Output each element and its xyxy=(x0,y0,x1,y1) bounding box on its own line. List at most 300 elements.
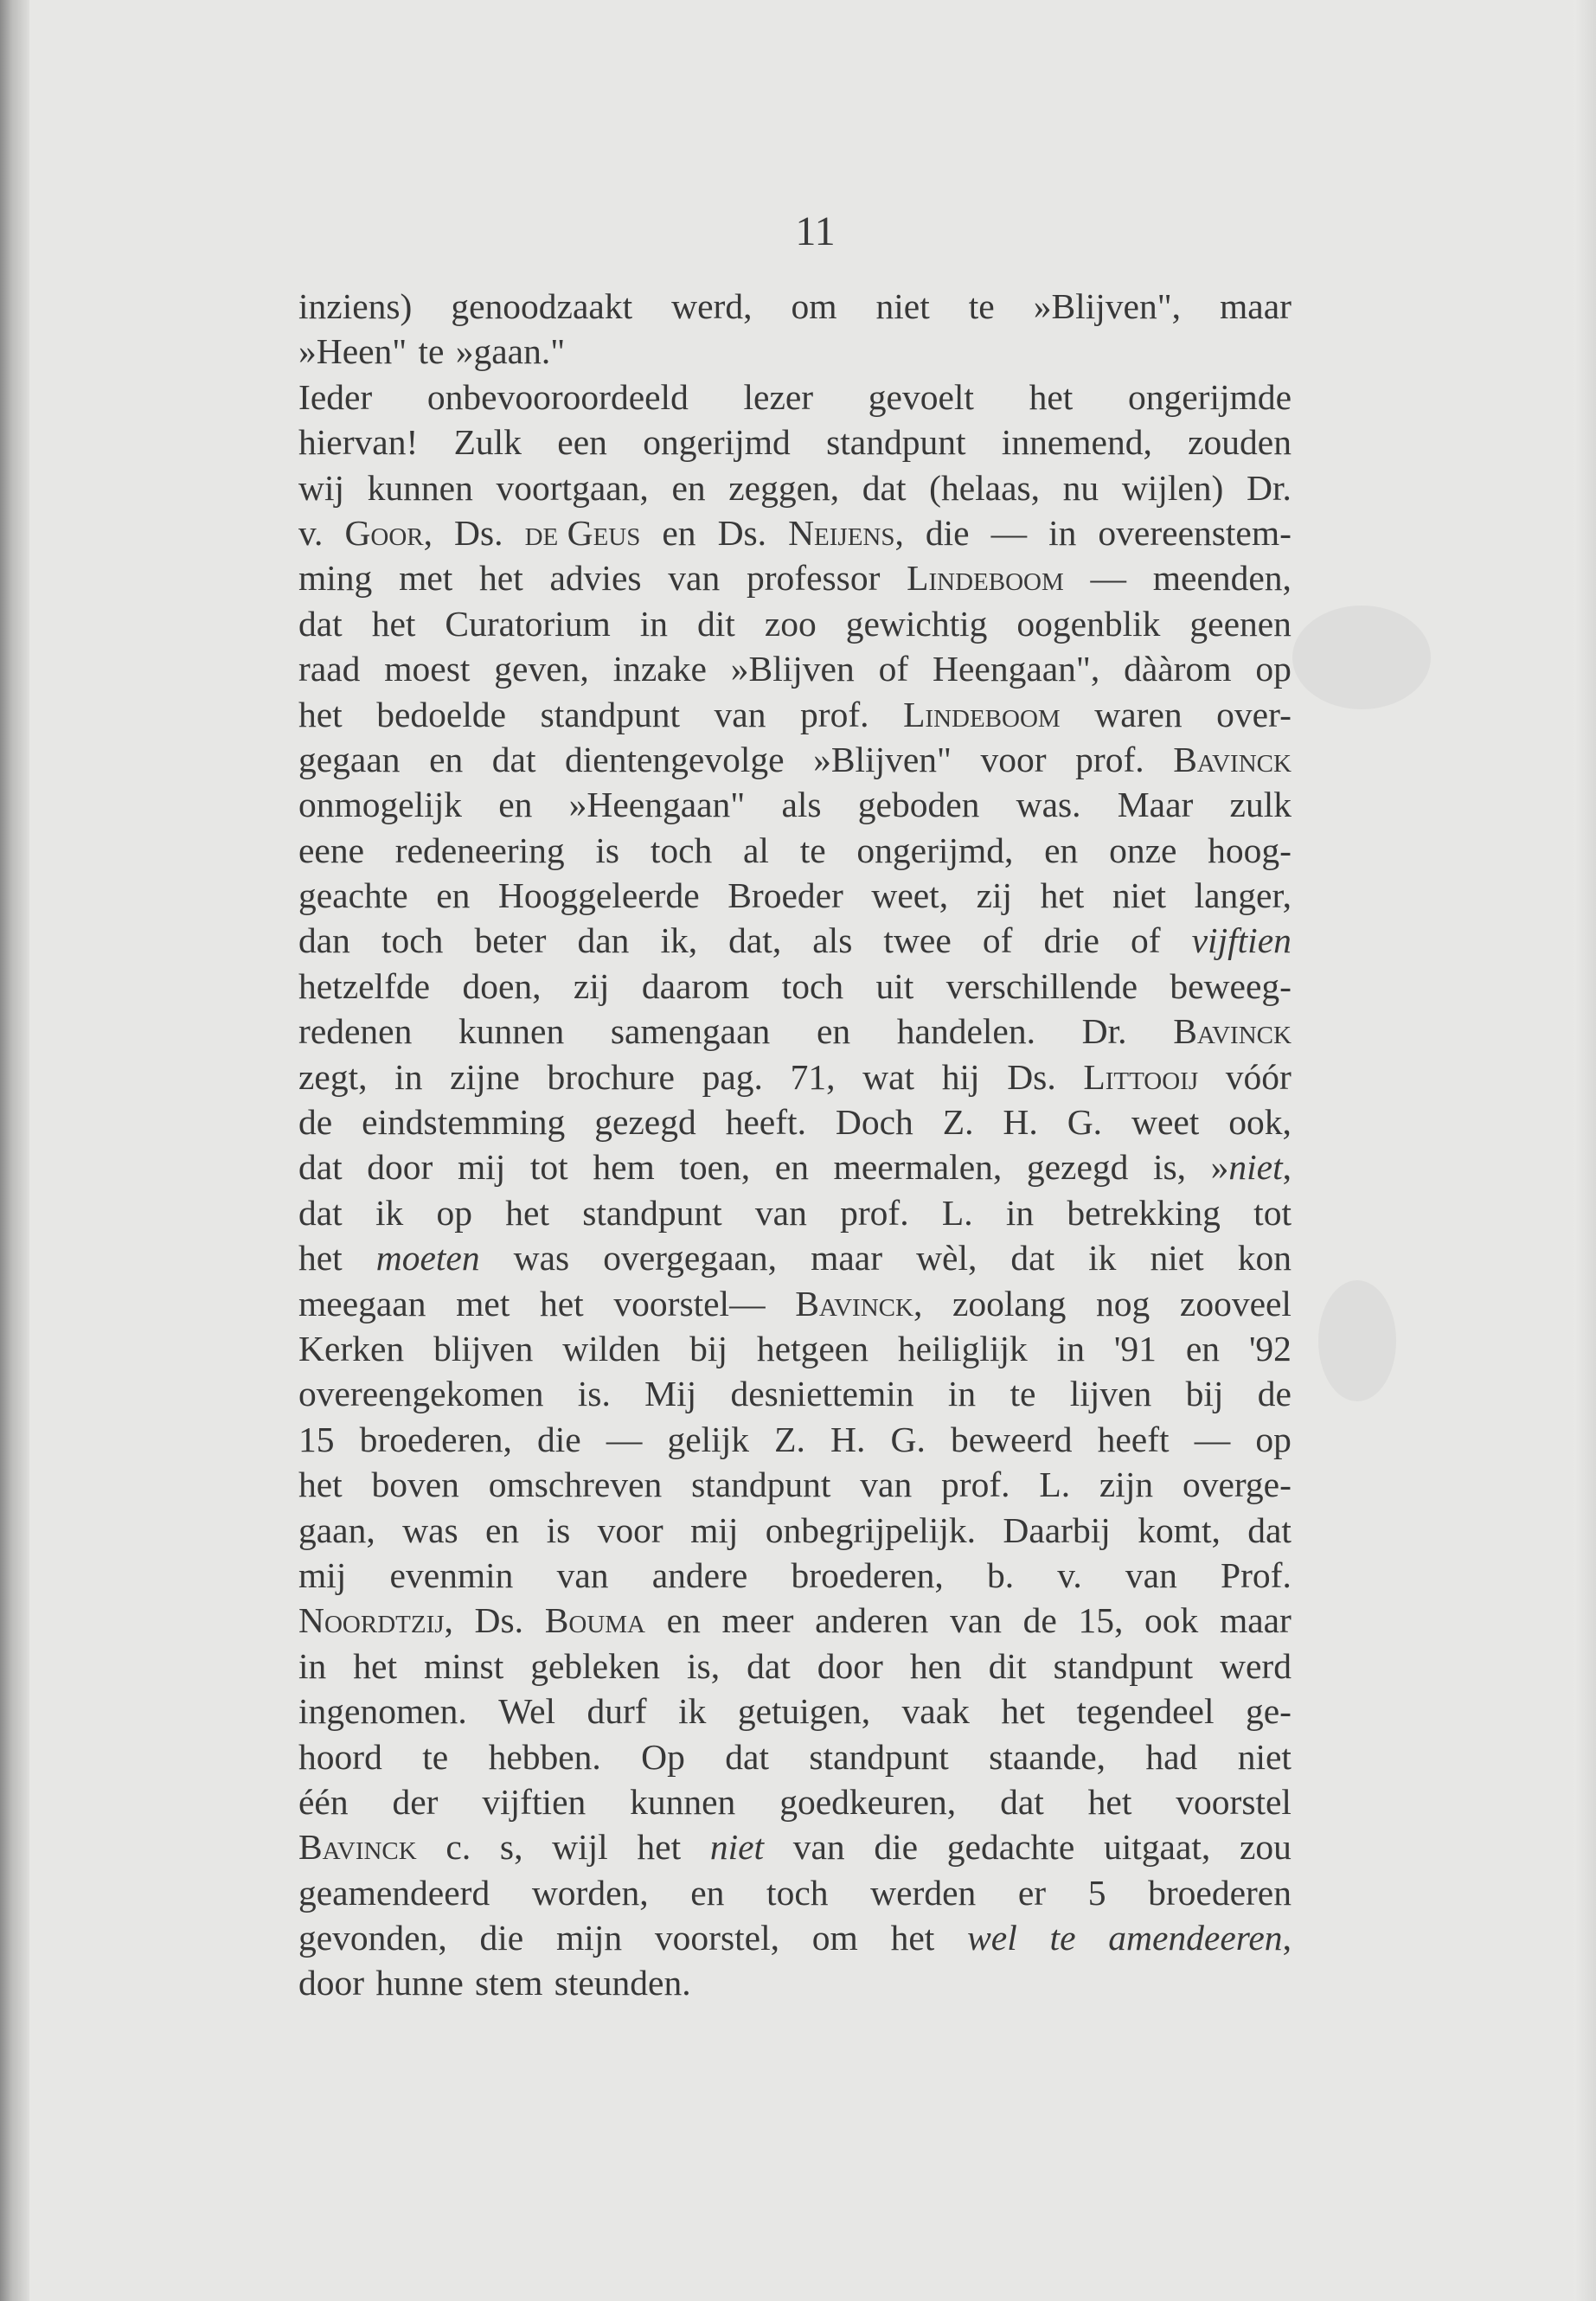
word-text: gaan, xyxy=(298,1509,375,1550)
word xyxy=(462,964,541,1009)
word-text: had xyxy=(1145,1736,1198,1777)
word-text: dit xyxy=(697,603,735,644)
word xyxy=(897,1009,1035,1054)
word xyxy=(1096,1281,1150,1326)
word xyxy=(1075,737,1144,782)
word-text: Heengaan", xyxy=(933,649,1100,689)
word-text: komt, xyxy=(1138,1509,1221,1550)
word xyxy=(1238,1235,1292,1280)
word-text: hem xyxy=(593,1147,655,1188)
word xyxy=(1221,1553,1292,1598)
word-text: hetzelfde xyxy=(298,965,431,1006)
word-text: van xyxy=(792,1827,845,1868)
text-line xyxy=(298,918,1292,963)
word-text: in xyxy=(1056,1328,1085,1368)
word-text: te xyxy=(418,331,445,372)
word-text: en xyxy=(662,512,696,553)
word xyxy=(728,918,781,963)
word xyxy=(381,918,443,963)
word xyxy=(530,1644,660,1689)
word xyxy=(1176,1779,1292,1824)
word xyxy=(652,1553,748,1598)
word-text: Kerken xyxy=(298,1328,405,1368)
word xyxy=(1238,1734,1292,1779)
word-text: geamendeerd xyxy=(298,1872,490,1913)
text-line xyxy=(298,1644,1292,1689)
word-text: toch xyxy=(381,920,444,961)
word xyxy=(743,828,769,873)
word-text: was xyxy=(513,1238,570,1279)
word xyxy=(419,329,445,374)
word-text: c. xyxy=(445,1827,471,1868)
name-small-caps: de Geus xyxy=(524,512,641,553)
word xyxy=(910,1644,962,1689)
word-text: ongerijmd, xyxy=(856,830,1014,870)
word-text: broederen xyxy=(1148,1872,1292,1913)
word xyxy=(298,1144,343,1189)
word xyxy=(1153,555,1292,600)
word xyxy=(1173,1009,1292,1054)
word xyxy=(530,1144,568,1189)
text-line xyxy=(298,1960,1292,2005)
word xyxy=(792,1553,944,1598)
word-text: H. xyxy=(1003,1102,1038,1143)
word-text: Wel xyxy=(498,1691,556,1732)
word-text: dat xyxy=(1010,1238,1055,1279)
word-text: »gaan." xyxy=(455,331,566,372)
word xyxy=(1000,1779,1044,1824)
word-text: zeggen, xyxy=(728,467,840,508)
text-line xyxy=(298,1779,1292,1824)
word xyxy=(1148,1870,1292,1915)
word-text: prof. xyxy=(1075,739,1144,779)
word xyxy=(496,465,648,510)
word xyxy=(891,1915,935,1960)
text-line xyxy=(298,1508,1292,1553)
word xyxy=(298,964,430,1009)
word-text: gelijk xyxy=(667,1419,749,1459)
word-text: mij xyxy=(298,1554,347,1595)
word-text: maar xyxy=(1220,286,1292,326)
word xyxy=(791,1054,836,1099)
word-text: geachte xyxy=(298,875,408,916)
word-text: van xyxy=(668,558,721,599)
word-text: en xyxy=(485,1509,520,1550)
word xyxy=(1007,1054,1056,1099)
word xyxy=(613,1281,765,1326)
word-text: beweerd xyxy=(950,1419,1073,1459)
word-text: uitgaat, xyxy=(1103,1827,1211,1868)
word-text: zijne xyxy=(450,1056,520,1097)
word-text: en xyxy=(671,467,706,508)
word-text: zij xyxy=(976,875,1013,916)
word-text: door xyxy=(367,1147,433,1188)
word-text: het xyxy=(1001,1691,1046,1732)
word xyxy=(942,1190,973,1235)
word xyxy=(1010,1371,1035,1416)
word xyxy=(1189,601,1292,646)
word xyxy=(744,375,814,420)
word xyxy=(727,873,843,918)
word-text: ge- xyxy=(1245,1691,1292,1732)
word-text: prof. xyxy=(800,694,869,734)
word xyxy=(454,420,522,465)
word-text: beter xyxy=(474,920,547,961)
word xyxy=(1170,964,1292,1009)
word xyxy=(372,601,416,646)
word-text: prof. xyxy=(941,1465,1010,1505)
word-text: er xyxy=(1017,1872,1047,1913)
word-text: wijlen) xyxy=(1121,467,1224,508)
word-text: evenmin xyxy=(389,1554,514,1595)
word-text: , xyxy=(1282,1147,1292,1188)
word xyxy=(689,1326,727,1371)
word-text: gewichtig xyxy=(845,603,988,644)
word xyxy=(582,1190,721,1235)
word-text: samengaan xyxy=(610,1011,771,1052)
word-text: was xyxy=(402,1509,458,1550)
word xyxy=(552,1824,608,1869)
word-text: moest xyxy=(384,649,471,689)
word xyxy=(298,1779,349,1824)
word xyxy=(728,465,839,510)
word xyxy=(1220,284,1292,329)
word xyxy=(475,1960,542,2005)
word-text: op xyxy=(436,1192,473,1233)
word-text: van xyxy=(1125,1554,1177,1595)
word-text: om xyxy=(791,286,837,326)
word xyxy=(368,465,473,510)
word xyxy=(479,555,523,600)
word xyxy=(721,1598,793,1643)
word-text: — xyxy=(606,1419,643,1459)
word xyxy=(525,510,641,555)
word-text: mij xyxy=(457,1147,506,1188)
word xyxy=(679,1144,750,1189)
word xyxy=(640,601,668,646)
word xyxy=(834,1144,1003,1189)
word-text: waren xyxy=(1094,694,1183,734)
word-text: met xyxy=(399,558,453,599)
word xyxy=(577,918,629,963)
word-text: meegaan xyxy=(298,1283,426,1324)
word-text: desniettemin xyxy=(730,1374,914,1414)
word xyxy=(298,1553,346,1598)
word-text: zoolang xyxy=(952,1283,1067,1324)
word-text: het xyxy=(505,1192,549,1233)
word xyxy=(422,1734,448,1779)
word xyxy=(1114,1326,1157,1371)
word xyxy=(298,1870,490,1915)
text-line xyxy=(298,1099,1292,1144)
word xyxy=(1192,918,1292,963)
name-small-caps: Bavinck xyxy=(1173,1011,1292,1052)
word-text: voor xyxy=(980,739,1047,779)
word-text: innemend, xyxy=(1001,422,1152,463)
word xyxy=(1246,1689,1292,1734)
word xyxy=(856,828,1013,873)
word xyxy=(298,1326,404,1371)
word xyxy=(1018,1870,1046,1915)
word-text: te xyxy=(968,286,995,326)
name-small-caps: Bavinck xyxy=(298,1827,417,1868)
word xyxy=(800,828,826,873)
emphasis-italic: amendeeren xyxy=(1108,1918,1283,1958)
word-text: v. xyxy=(298,512,324,553)
word xyxy=(870,1870,976,1915)
word-text: Maar xyxy=(1117,785,1194,825)
word xyxy=(1044,828,1078,873)
word-text: heeft xyxy=(1097,1419,1170,1459)
word xyxy=(948,1371,976,1416)
word xyxy=(840,1190,909,1235)
word-text: gezegd xyxy=(594,1102,696,1143)
word xyxy=(394,1054,422,1099)
word xyxy=(1016,601,1160,646)
name-small-caps: Bavinck xyxy=(795,1283,913,1324)
word xyxy=(1006,1190,1034,1235)
word xyxy=(458,1009,564,1054)
word-text: werden xyxy=(870,1872,977,1913)
word-text: ik xyxy=(1088,1238,1117,1279)
word-text: en xyxy=(816,1011,851,1052)
word xyxy=(1043,918,1099,963)
word xyxy=(433,1326,533,1371)
word-text: voorstel xyxy=(1176,1781,1292,1822)
word xyxy=(1088,1779,1132,1824)
word xyxy=(594,1099,696,1144)
word-text: te xyxy=(1010,1374,1036,1414)
word xyxy=(1240,1824,1292,1869)
word xyxy=(437,1190,473,1235)
word xyxy=(830,1417,865,1462)
word-text: voorstel, xyxy=(654,1918,779,1958)
word xyxy=(991,510,1028,555)
word-text: verschillende xyxy=(945,965,1138,1006)
word xyxy=(667,1417,749,1462)
word xyxy=(298,465,344,510)
word xyxy=(569,782,746,827)
word xyxy=(1039,1462,1070,1507)
word xyxy=(514,1235,570,1280)
word-text: dààrom xyxy=(1124,649,1232,689)
word-text: broederen, xyxy=(359,1419,512,1459)
word-text: geven, xyxy=(494,649,589,689)
word-text: dat, xyxy=(728,920,782,961)
word-text: heiliglijk xyxy=(897,1328,1028,1368)
word xyxy=(1067,1190,1220,1235)
word-text: twee xyxy=(883,920,952,961)
word-text: standpunt xyxy=(691,1465,831,1505)
word-text: hetgeen xyxy=(756,1328,869,1368)
word-text: hoog- xyxy=(1208,830,1292,870)
word xyxy=(298,601,343,646)
word-text: in xyxy=(947,1374,977,1414)
word-text: hiervan! xyxy=(298,422,419,463)
word-text: G. xyxy=(890,1419,926,1459)
word-text: Daarbij xyxy=(1003,1509,1111,1550)
word xyxy=(876,964,914,1009)
word-text: niet xyxy=(1150,1238,1204,1279)
word-text: om xyxy=(811,1918,858,1958)
paper-stain xyxy=(1318,1280,1396,1401)
word-text: Ds. xyxy=(474,1600,524,1641)
word-text: maar xyxy=(811,1238,883,1279)
word-text: dat xyxy=(1247,1509,1292,1550)
word-text: gevonden, xyxy=(298,1918,447,1958)
word xyxy=(458,1144,505,1189)
word xyxy=(1112,873,1166,918)
word-text: dat xyxy=(862,467,907,508)
word-text: overeengekomen xyxy=(298,1374,544,1414)
word xyxy=(1124,646,1231,691)
word-text: ook, xyxy=(1228,1102,1292,1143)
word-text: in xyxy=(394,1056,423,1097)
word xyxy=(1220,1598,1292,1643)
word-text: eene xyxy=(298,830,365,870)
word xyxy=(907,555,1064,600)
word-text: kunnen xyxy=(630,1781,736,1822)
text-line xyxy=(298,1054,1292,1099)
word-text: professor xyxy=(746,558,881,599)
word-text: het xyxy=(298,1238,343,1279)
word xyxy=(879,646,909,691)
word-text: onbevooroordeeld xyxy=(426,376,689,417)
word xyxy=(1001,1689,1045,1734)
emphasis-italic: niet xyxy=(709,1827,765,1868)
word-text: staande, xyxy=(989,1736,1106,1777)
word xyxy=(697,601,735,646)
word xyxy=(869,375,974,420)
word xyxy=(593,1144,654,1189)
text-line xyxy=(298,873,1292,918)
word-text: van xyxy=(714,694,766,734)
text-line xyxy=(298,964,1292,1009)
word-text: anderen xyxy=(815,1600,929,1641)
word-text: dat xyxy=(491,739,536,779)
word xyxy=(710,1824,764,1869)
word-text: een xyxy=(557,422,607,463)
word-text: Ieder xyxy=(298,376,373,417)
word-text: als xyxy=(812,920,853,961)
text-line xyxy=(298,510,1292,555)
word-text: is xyxy=(546,1509,571,1550)
word-text: dientengevolge xyxy=(565,739,785,779)
word-text: nu xyxy=(1062,467,1099,508)
word xyxy=(456,329,565,374)
word-text: vijftien xyxy=(482,1781,586,1822)
word-text: hebben. xyxy=(488,1736,601,1777)
word xyxy=(390,1553,514,1598)
word-text: werd xyxy=(1220,1645,1292,1686)
word-text: in xyxy=(1048,512,1077,553)
text-line xyxy=(298,1371,1292,1416)
word xyxy=(862,465,907,510)
word xyxy=(812,918,852,963)
word-text: de xyxy=(1257,1374,1292,1414)
word xyxy=(630,1779,735,1824)
word xyxy=(456,1281,510,1326)
name-small-caps: Goor xyxy=(344,512,424,553)
word-text: tot xyxy=(1253,1192,1292,1233)
word-text: Dr. xyxy=(1247,467,1292,508)
word xyxy=(344,510,433,555)
word xyxy=(395,828,565,873)
word xyxy=(454,510,503,555)
word-text: zoo xyxy=(764,603,817,644)
word xyxy=(498,782,532,827)
word-text: op xyxy=(1255,1419,1292,1459)
word xyxy=(1034,284,1181,329)
word-text: nog xyxy=(1096,1283,1151,1324)
word xyxy=(987,1553,1014,1598)
word xyxy=(916,1235,977,1280)
word-text: toch xyxy=(650,830,713,870)
word xyxy=(298,420,418,465)
word-text: beweeg- xyxy=(1170,965,1292,1006)
word xyxy=(445,1824,471,1869)
word-text: of xyxy=(878,649,909,689)
word xyxy=(1131,918,1161,963)
word xyxy=(298,692,343,737)
word xyxy=(498,873,700,918)
word xyxy=(668,555,720,600)
word-text: geboden xyxy=(857,785,980,825)
word-text: al xyxy=(743,830,769,870)
word xyxy=(826,420,965,465)
word-text: andere xyxy=(651,1554,748,1595)
word xyxy=(644,1371,696,1416)
word xyxy=(902,1689,970,1734)
word-text: »Blijven", xyxy=(1033,286,1182,326)
word-text: tegendeel xyxy=(1076,1691,1215,1732)
word-text: standpunt xyxy=(540,694,680,734)
word xyxy=(942,1054,980,1099)
word-text: handelen. xyxy=(896,1011,1035,1052)
word xyxy=(1099,1462,1153,1507)
word xyxy=(817,1644,883,1689)
word-text: dat xyxy=(1000,1781,1044,1822)
word-text: in xyxy=(639,603,669,644)
word xyxy=(485,1508,519,1553)
word-text: hunne xyxy=(375,1963,464,2003)
word xyxy=(929,465,1040,510)
word xyxy=(540,1281,584,1326)
word-text: is, xyxy=(1152,1147,1187,1188)
word-text: hoord xyxy=(298,1736,382,1777)
word-text: meer xyxy=(721,1600,794,1641)
word-text: overeenstem- xyxy=(1098,512,1292,553)
word-text: lijven xyxy=(1069,1374,1152,1414)
word-text: advies xyxy=(549,558,642,599)
word-text: steunden. xyxy=(554,1963,691,2003)
word xyxy=(1188,420,1292,465)
word xyxy=(941,1462,1010,1507)
text-line xyxy=(298,1824,1292,1869)
word xyxy=(298,1054,368,1099)
word xyxy=(860,1462,912,1507)
word xyxy=(926,510,970,555)
word xyxy=(298,284,412,329)
word-text: standpunt xyxy=(582,1192,722,1233)
word xyxy=(947,1824,1074,1869)
word-text: , xyxy=(1282,1918,1292,1958)
word xyxy=(298,510,323,555)
word xyxy=(690,1508,738,1553)
word xyxy=(595,828,619,873)
word xyxy=(812,1915,858,1960)
word-text: en xyxy=(429,739,464,779)
